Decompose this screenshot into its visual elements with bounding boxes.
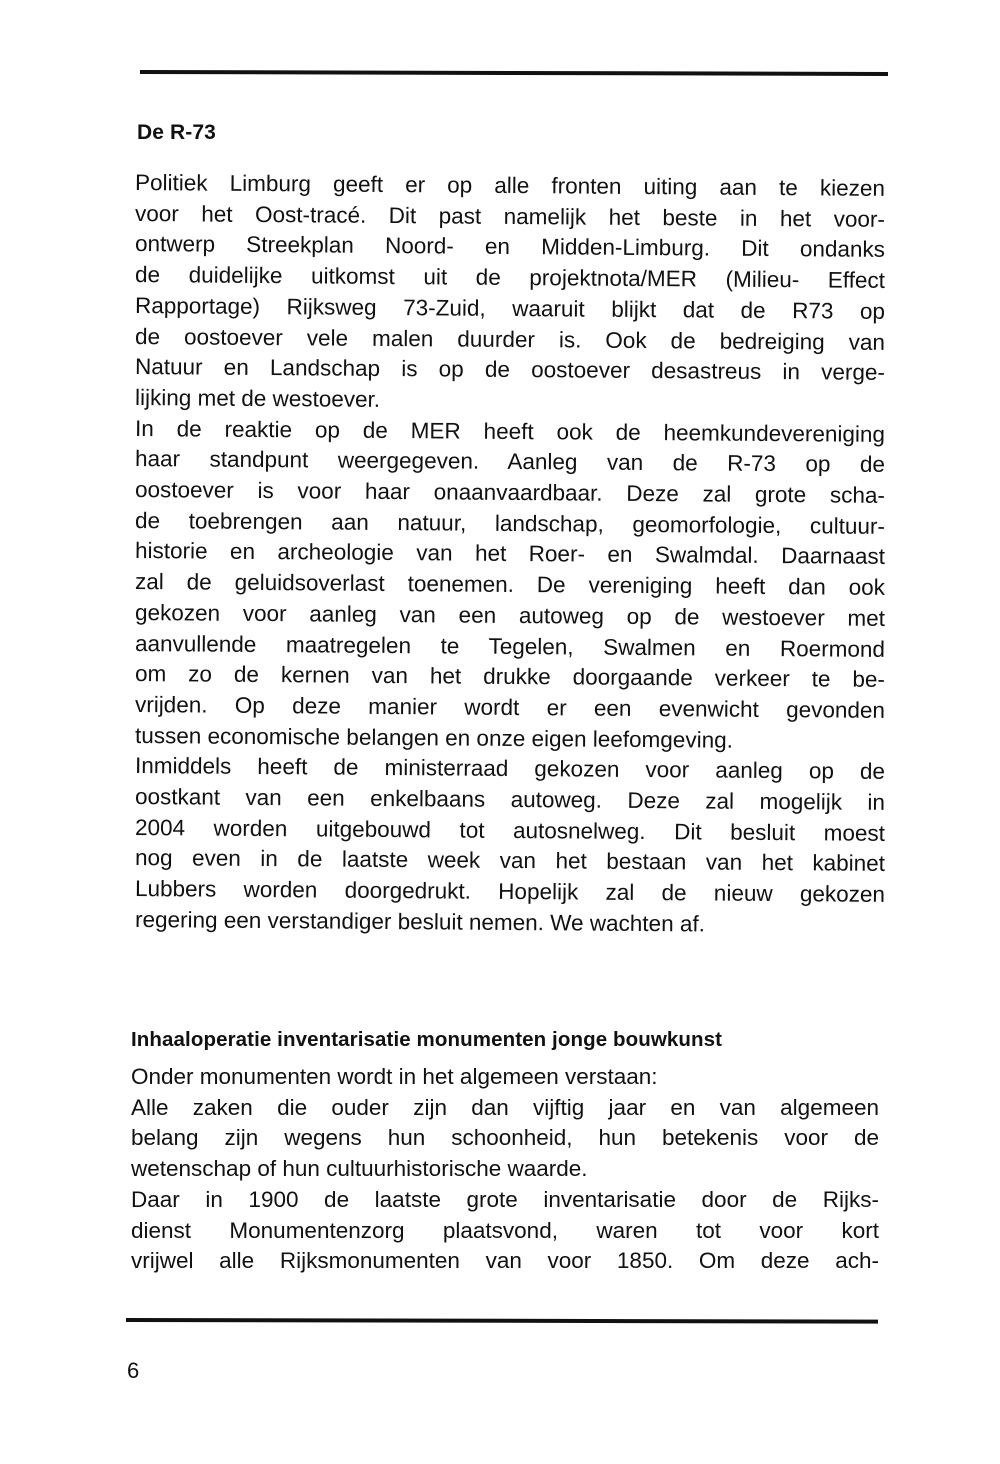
text-line: regering een verstandiger besluit nemen. We wachten af.: [134, 906, 706, 937]
text-line: de toebrengen aan natuur, landschap, geomorfologie, cultuur-: [134, 507, 886, 539]
section-heading-r73: De R-73: [137, 121, 216, 145]
text-line: Daar in 1900 de laatste grote inventarisatie door de Rijks-: [131, 1186, 879, 1212]
text-line: de duidelijke uitkomst uit de projektnota/MER (Milieu- Effect: [134, 262, 886, 293]
text-line: gekozen voor aanleg van een autoweg op de westoever met: [134, 599, 886, 631]
text-line: om zo de kernen van het drukke doorgaande verkeer te be-: [134, 661, 886, 693]
page-number: 6: [127, 1358, 140, 1383]
text-line: belang zijn wegens hun schoonheid, hun betekenis voor de: [131, 1125, 879, 1151]
text-line: aanvullende maatregelen te Tegelen, Swalmen en Roermond: [134, 630, 886, 662]
text-line: wetenschap of hun cultuurhistorische waarde.: [131, 1156, 588, 1182]
section-body-r73: [135, 168, 885, 936]
text-line: Inmiddels heeft de ministerraad gekozen voor aanleg op de: [134, 753, 886, 785]
text-line: voor het Oost-tracé. Dit past namelijk het beste in het voor-: [134, 200, 886, 232]
text-line: dienst Monumentenzorg plaatsvond, waren tot voor kort: [131, 1217, 879, 1243]
text-line: zal de geluidsoverlast toenemen. De vereniging heeft dan ook: [134, 569, 886, 601]
text-line: vrijden. Op deze manier wordt er een evenwicht gevonden: [134, 691, 886, 723]
text-line: Alle zaken die ouder zijn dan vijftig jaar en van algemeen: [131, 1094, 879, 1120]
text-line: historie en archeologie van het Roer- en Swalmdal. Daarnaast: [134, 538, 886, 570]
text-line: Onder monumenten wordt in het algemeen verstaan:: [131, 1064, 658, 1089]
text-line: Rapportage) Rijksweg 73-Zuid, waaruit blijkt dat de R73 op: [134, 292, 886, 324]
bottom-rule: [126, 1318, 878, 1324]
text-line: haar standpunt weergegeven. Aanleg van de R-73 op de: [134, 446, 886, 478]
text-line: Lubbers worden doorgedrukt. Hopelijk zal de nieuw gekozen: [134, 876, 886, 908]
text-line: vrijwel alle Rijksmonumenten van voor 1850. Om deze ach-: [131, 1248, 879, 1274]
text-line: de oostoever vele malen duurder is. Ook de bedreiging van: [134, 323, 886, 355]
text-line: 2004 worden uitgebouwd tot autosnelweg. Dit besluit moest: [134, 814, 886, 846]
section-heading-monumenten: Inhaaloperatie inventarisatie monumenten jonge bouwkunst: [131, 1028, 723, 1051]
text-line: ontwerp Streekplan Noord- en Midden-Limburg. Dit ondanks: [134, 231, 886, 263]
text-line: Politiek Limburg geeft er op alle fronten uiting aan te kiezen: [134, 170, 886, 201]
section-body-monumenten: [131, 1062, 879, 1277]
top-rule: [140, 70, 888, 76]
text-line: nog even in de laatste week van het bestaan van het kabinet: [134, 845, 886, 877]
text-line: oostkant van een enkelbaans autoweg. Deze zal mogelijk in: [134, 784, 886, 815]
text-line: Natuur en Landschap is op de oostoever desastreus in verge-: [134, 354, 886, 386]
text-line: lijking met de westoever.: [134, 384, 381, 412]
text-line: tussen economische belangen en onze eigen leefomgeving.: [134, 722, 734, 753]
text-line: oostoever is voor haar onaanvaardbaar. Deze zal grote scha-: [134, 477, 886, 508]
text-line: In de reaktie op de MER heeft ook de heemkundevereniging: [134, 415, 886, 447]
